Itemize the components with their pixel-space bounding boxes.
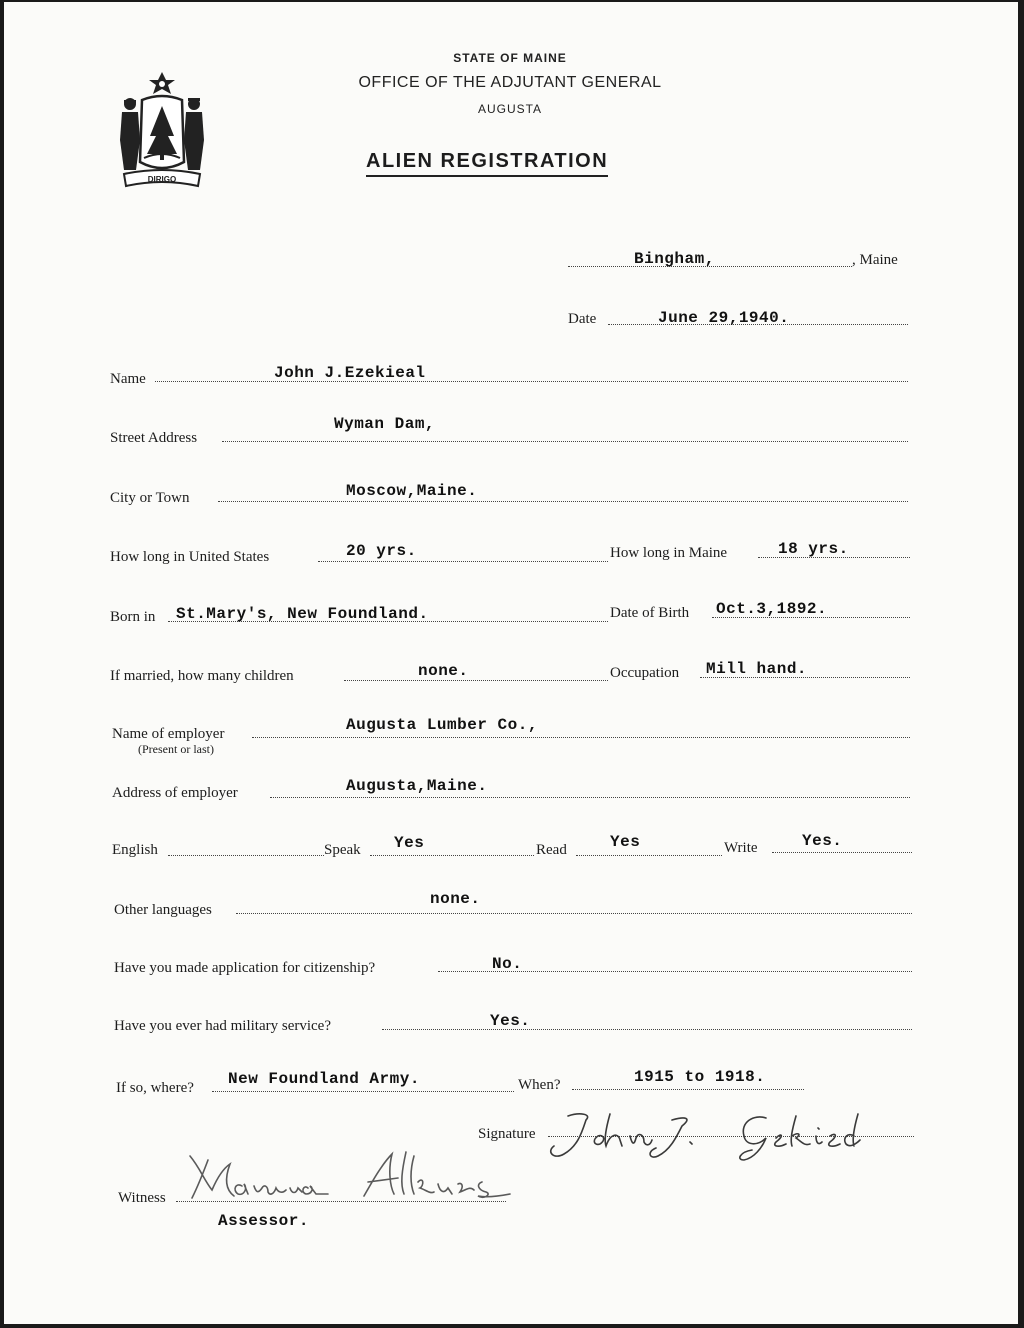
how-long-us-label: How long in United States xyxy=(110,549,270,565)
where-line xyxy=(212,1091,514,1092)
speak-label: Speak xyxy=(324,842,361,858)
read-value: Yes xyxy=(610,833,641,851)
applicant-signature xyxy=(540,1106,880,1166)
other-languages-value: none. xyxy=(430,890,481,908)
speak-line xyxy=(370,855,534,856)
speak-value: Yes xyxy=(394,834,425,852)
employer-line xyxy=(252,737,910,738)
name-value: John J.Ezekieal xyxy=(274,364,426,382)
other-languages-line xyxy=(236,913,912,914)
seal-motto: DIRIGO xyxy=(147,175,177,184)
maine-state-seal-icon xyxy=(110,70,214,190)
how-long-maine-label: How long in Maine xyxy=(610,545,728,561)
how-long-maine-value: 18 yrs. xyxy=(778,540,849,558)
employer-address-line xyxy=(270,797,910,798)
header-office: OFFICE OF THE ADJUTANT GENERAL xyxy=(358,74,662,91)
read-label: Read xyxy=(536,842,567,858)
witness-title: Assessor. xyxy=(218,1212,309,1230)
how-long-us-line xyxy=(318,561,608,562)
dob-label: Date of Birth xyxy=(610,605,690,621)
write-label: Write xyxy=(724,840,758,856)
english-line xyxy=(168,855,324,856)
born-in-value: St.Mary's, New Foundland. xyxy=(176,605,429,623)
where-value: New Foundland Army. xyxy=(228,1070,420,1088)
read-line xyxy=(576,855,722,856)
employer-address-value: Augusta,Maine. xyxy=(346,777,488,795)
street-label: Street Address xyxy=(110,430,198,446)
when-line xyxy=(572,1089,804,1090)
place-value: Bingham, xyxy=(634,250,715,268)
form-title: ALIEN REGISTRATION xyxy=(366,150,608,177)
city-line xyxy=(218,501,908,502)
citizenship-label: Have you made application for citizenship? xyxy=(114,960,376,976)
occupation-label: Occupation xyxy=(610,665,680,681)
witness-label: Witness xyxy=(118,1190,166,1206)
date-value: June 29,1940. xyxy=(658,309,790,327)
english-label: English xyxy=(112,842,158,858)
header-state: STATE OF MAINE xyxy=(453,51,567,65)
witness-signature xyxy=(178,1146,518,1210)
city-label: City or Town xyxy=(110,490,190,506)
employer-address-label: Address of employer xyxy=(112,785,238,801)
military-value: Yes. xyxy=(490,1012,531,1030)
when-label: When? xyxy=(518,1077,561,1093)
employer-label: Name of employer xyxy=(112,726,225,742)
city-value: Moscow,Maine. xyxy=(346,482,478,500)
other-languages-label: Other languages xyxy=(114,902,212,918)
military-label: Have you ever had military service? xyxy=(114,1018,331,1034)
date-label: Date xyxy=(568,311,597,327)
write-value: Yes. xyxy=(802,832,843,850)
citizenship-value: No. xyxy=(492,955,523,973)
place-suffix: , Maine xyxy=(852,252,898,268)
occupation-value: Mill hand. xyxy=(706,660,808,678)
children-line xyxy=(344,680,608,681)
signature-label: Signature xyxy=(478,1126,536,1142)
children-value: none. xyxy=(418,662,469,680)
children-label: If married, how many children xyxy=(110,668,294,684)
military-line xyxy=(382,1029,912,1030)
how-long-us-value: 20 yrs. xyxy=(346,542,417,560)
dob-value: Oct.3,1892. xyxy=(716,600,828,618)
street-line xyxy=(222,441,908,442)
header-city: AUGUSTA xyxy=(477,102,543,116)
employer-value: Augusta Lumber Co., xyxy=(346,716,538,734)
name-label: Name xyxy=(110,371,146,387)
name-line xyxy=(155,381,908,382)
born-in-label: Born in xyxy=(110,609,156,625)
where-label: If so, where? xyxy=(116,1080,194,1096)
employer-sublabel: (Present or last) xyxy=(138,742,214,756)
street-value: Wyman Dam, xyxy=(334,415,436,433)
write-line xyxy=(772,852,912,853)
when-value: 1915 to 1918. xyxy=(634,1068,766,1086)
